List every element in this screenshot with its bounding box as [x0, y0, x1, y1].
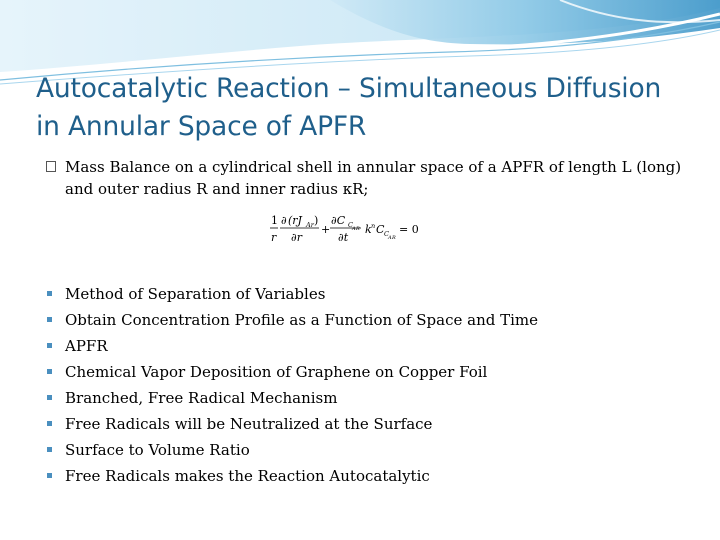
bullet-square-icon: [47, 343, 52, 348]
eq-sub-R2: R: [392, 235, 396, 241]
eq-partial-t: ∂t: [338, 231, 349, 244]
list-item: [46, 333, 686, 359]
lead-text: Mass Balance on a cylindrical shell in annular space of a APFR of length L (long) and outer radius R and inner radius κR;: [65, 158, 682, 198]
list-item-label: Obtain Concentration Profile as a Function of Space and Time: [65, 311, 538, 329]
list-item-label: Chemical Vapor Deposition of Graphene on Copper Foil: [65, 363, 488, 381]
list-item: [46, 359, 686, 385]
slide-title-line-1: Autocatalytic Reaction – Simultaneous Diffusion: [36, 73, 662, 104]
eq-sub-A2: A: [388, 235, 392, 241]
eq-sub-C: C: [348, 221, 353, 229]
eq-close: ): [314, 214, 319, 227]
eq-partial-r: ∂r: [291, 231, 302, 244]
slide-title: [36, 70, 696, 146]
list-item: [46, 385, 686, 411]
list-item-label: Method of Separation of Variables: [65, 285, 326, 303]
bullet-list: [46, 281, 686, 489]
mass-balance-equation: [268, 210, 428, 248]
eq-equals-zero: = 0: [399, 223, 419, 236]
list-item: [46, 437, 686, 463]
bullet-square-icon: [47, 291, 52, 296]
list-item: [46, 281, 686, 307]
slide-title-line-2: in Annular Space of APFR: [36, 111, 367, 142]
eq-r: r: [271, 231, 277, 244]
list-item-label: Free Radicals makes the Reaction Autocatalytic: [65, 467, 430, 485]
eq-sup-n: n: [371, 222, 376, 230]
eq-plus: +: [321, 223, 331, 236]
bullet-square-icon: [47, 369, 52, 374]
eq-sub-A: A: [352, 226, 356, 232]
bullet-square-icon: [47, 473, 52, 478]
lead-paragraph: [46, 156, 686, 200]
eq-sub-Ar: Ar: [306, 221, 314, 229]
eq-sub-R: R: [356, 226, 360, 232]
bullet-square-icon: [47, 317, 52, 322]
missing-glyph-box-icon: [46, 161, 56, 172]
bullet-square-icon: [47, 395, 52, 400]
bullet-square-icon: [47, 447, 52, 452]
eq-partial-C: ∂C: [331, 214, 346, 227]
list-item: [46, 463, 686, 489]
list-item-label: APFR: [65, 337, 108, 355]
eq-sub-C2: C: [384, 230, 389, 238]
eq-rJ: (rJ: [288, 214, 302, 227]
list-item: [46, 307, 686, 333]
eq-C: C: [376, 223, 385, 236]
bullet-square-icon: [47, 421, 52, 426]
list-item-label: Free Radicals will be Neutralized at the Surface: [65, 415, 433, 433]
list-item-label: Branched, Free Radical Mechanism: [65, 389, 338, 407]
eq-partial-top: ∂: [281, 214, 287, 227]
eq-one: 1: [271, 214, 278, 227]
list-item-label: Surface to Volume Ratio: [65, 441, 250, 459]
list-item: [46, 411, 686, 437]
eq-k: k: [365, 223, 372, 236]
